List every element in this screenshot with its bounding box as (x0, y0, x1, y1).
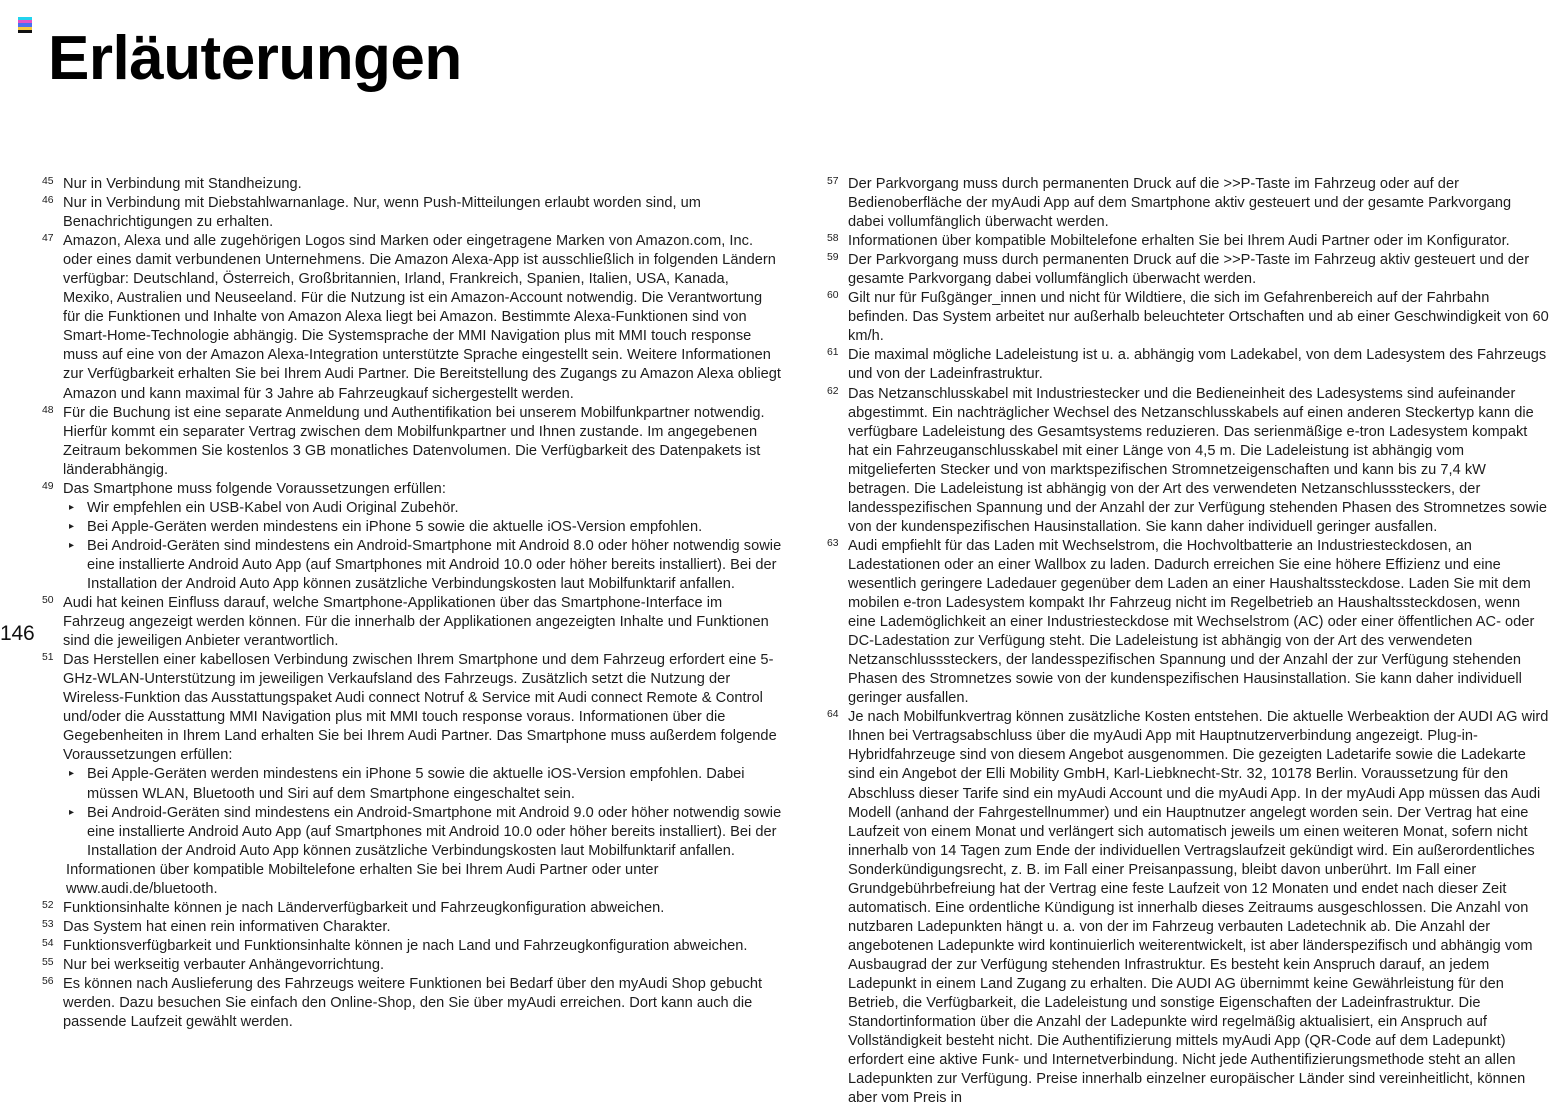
footnote-item (827, 346, 1550, 384)
footnote-item (827, 175, 1550, 232)
footnote-text: Audi hat keinen Einfluss darauf, welche Smartphone-Applikationen über das Smartphone-Interface im Fahrzeug angezeigt werden können. Für die innerhalb der Applikationen angezeigten Inhalte und Funktionen sind die jeweiligen Anbieter verantwortlich. (63, 595, 769, 650)
footnote-number: 63 (827, 537, 839, 549)
footnote-item (827, 289, 1550, 346)
footnote-bullet-list (63, 499, 782, 594)
footnote-number: 46 (42, 195, 54, 207)
footnote-number: 60 (827, 290, 839, 302)
footnote-number: 59 (827, 252, 839, 264)
footnote-text: Funktionsinhalte können je nach Länderverfügbarkeit und Fahrzeugkonfiguration abweichen. (63, 899, 665, 916)
footnote-continuation-text: Informationen über kompatible Mobiltelefone erhalten Sie bei Ihrem Audi Partner oder unter www.audi.de/bluetooth. (66, 861, 659, 897)
footnote-bullet-item (67, 537, 782, 594)
footnote-number: 62 (827, 385, 839, 397)
footnote-number: 52 (42, 899, 54, 911)
footnote-item (42, 194, 782, 232)
footnote-bullet-text: Wir empfehlen ein USB-Kabel von Audi Original Zubehör. (87, 499, 459, 516)
footnote-text: Für die Buchung ist eine separate Anmeldung und Authentifikation bei unserem Mobilfunkpartner notwendig. Hierfür kommt ein separater Vertrag zwischen dem Mobilfunkpartner und Ihnen zustande. Im angegebenen Zeitraum bekommen Sie kostenlos 3 GB monatliches Datenvolumen. Die Verfügbarkeit des Datenpakets ist länderabhängig. (63, 404, 765, 478)
footnote-item (42, 918, 782, 937)
footnote-text: Das Smartphone muss folgende Voraussetzungen erfüllen: (63, 480, 446, 497)
footnote-bullet-item (67, 765, 782, 803)
page-number: 146 (0, 622, 35, 645)
footnote-text: Es können nach Auslieferung des Fahrzeugs weitere Funktionen bei Bedarf über den myAudi Shop gebucht werden. Dazu besuchen Sie einfach den Online-Shop, den Sie über myAudi erreichen. Dort kann auch die passende Laufzeit gewählt werden. (63, 975, 763, 1031)
footnote-item (42, 175, 782, 194)
footnote-item (42, 937, 782, 956)
footnote-number: 56 (42, 975, 54, 987)
footnote-number: 49 (42, 480, 54, 492)
triangle-bullet-icon: ▸ (69, 806, 75, 818)
footnote-bullet-item (67, 518, 782, 537)
footnote-item (42, 899, 782, 918)
cmyk-registration-mark-icon (18, 17, 32, 33)
reg-mark-black-band (18, 30, 32, 33)
footnote-text: Nur in Verbindung mit Diebstahlwarnanlage. Nur, wenn Push-Mitteilungen erlaubt worden sind, um Benachrichtigungen zu erhalten. (63, 195, 701, 231)
footnote-text: Der Parkvorgang muss durch permanenten Druck auf die >>P-Taste im Fahrzeug oder auf der Bedienoberfläche der myAudi App auf dem Smartphone aktiv gesteuert und der gesamte Parkvorgang dabei vollumfänglich überwacht werden. (848, 176, 1512, 231)
footnote-text: Amazon, Alexa und alle zugehörigen Logos sind Marken oder eingetragene Marken von Amazon.com, Inc. oder eines damit verbundenen Unternehmens. Die Amazon Alexa-App ist ausschließlich in folgenden Ländern verfügbar: Deutschland, Österreich, Großbritannien, Irland, Frankreich, Spanien, Italien, USA, Kanada, Mexiko, Australien und Neuseeland. Für die Nutzung ist ein Amazon-Account notwendig. Die Verantwortung für die Funktionen und Inhalte von Amazon Alexa liegt bei Amazon. Bestimmte Alexa-Funktionen sind von Smart-Home-Technologie abhängig. Die Systemsprache der MMI Navigation plus mit MMI touch response muss auf eine von der Amazon Alexa-Integration unterstützte Sprache eingestellt sein. Weitere Informationen zur Verfügbarkeit erhalten Sie bei Ihrem Audi Partner. Die Bereitstellung des Zugangs zu Amazon Alexa obliegt Amazon und kann maximal für 3 Jahre ab Fahrzeugkauf sichergestellt werden. (63, 233, 781, 402)
footnote-bullet-text: Bei Android-Geräten sind mindestens ein Android-Smartphone mit Android 9.0 oder höher notwendig sowie eine installierte Android Auto App (auf Smartphones mit Android 10.0 oder höher bereits installiert). Bei der Installation der Android Auto App können zusätzliche Verbindungskosten laut Mobilfunktarif anfallen. (87, 804, 782, 859)
footnote-item (42, 594, 782, 651)
footnote-number: 47 (42, 233, 54, 245)
footnote-item (827, 385, 1550, 537)
footnote-item (42, 480, 782, 594)
footnote-number: 64 (827, 709, 839, 721)
footnote-bullet-text: Bei Apple-Geräten werden mindestens ein iPhone 5 sowie die aktuelle iOS-Version empfohlen. (87, 518, 703, 535)
footnote-item (827, 537, 1550, 708)
footnote-bullet-text: Bei Android-Geräten sind mindestens ein Android-Smartphone mit Android 8.0 oder höher notwendig sowie eine installierte Android Auto App (auf Smartphones mit Android 10.0 oder höher bereits installiert). Bei der Installation der Android Auto App können zusätzliche Verbindungskosten laut Mobilfunktarif anfallen. (87, 537, 782, 592)
footnote-text: Das System hat einen rein informativen Charakter. (63, 918, 391, 935)
footnote-number: 53 (42, 918, 54, 930)
footnote-bullet-item (67, 499, 782, 518)
triangle-bullet-icon: ▸ (69, 539, 75, 551)
footnote-number: 61 (827, 347, 839, 359)
footnote-item (42, 404, 782, 480)
triangle-bullet-icon: ▸ (69, 501, 75, 513)
footnote-item (42, 975, 782, 1032)
footnote-bullet-item (67, 804, 782, 861)
footnote-text: Der Parkvorgang muss durch permanenten Druck auf die >>P-Taste im Fahrzeug aktiv gesteuert und der gesamte Parkvorgang dabei vollumfänglich überwacht werden. (848, 252, 1530, 288)
triangle-bullet-icon: ▸ (69, 520, 75, 532)
footnote-bullet-text: Bei Apple-Geräten werden mindestens ein iPhone 5 sowie die aktuelle iOS-Version empfohlen. Dabei müssen WLAN, Bluetooth und Siri auf dem Smartphone eingeschaltet sein. (87, 766, 745, 802)
triangle-bullet-icon: ▸ (69, 768, 75, 780)
footnote-text: Die maximal mögliche Ladeleistung ist u. a. abhängig vom Ladekabel, von dem Ladesystem des Fahrzeugs und von der Ladeinfrastruktur. (848, 347, 1547, 383)
page-header (0, 0, 1550, 93)
page-title: Erläuterungen (48, 23, 462, 93)
footnote-text: Je nach Mobilfunkvertrag können zusätzliche Kosten entstehen. Die aktuelle Werbeaktion der AUDI AG wird Ihnen bei Vertragsabschluss über die myAudi App mit Hauptnutzerverbindung angezeigt. Plug-in-Hybridfahrzeuge sind von diesem Angebot ausgenommen. Die gezeigten Ladetarife sowie die Ladekarte sind ein Angebot der Elli Mobility GmbH, Karl-Liebknecht-Str. 32, 10178 Berlin. Voraussetzung für den Abschluss dieser Tarife sind ein myAudi Account und die myAudi App. In der myAudi App müssen das Audi Modell (anhand der Fahrgestellnummer) und ein Hauptnutzer angelegt worden sein. Der Vertrag hat eine Laufzeit von einem Monat und verlängert sich automatisch jeweils um einen weiteren Monat, sofern nicht innerhalb von 14 Tagen zum Ende der individuellen Vertragslaufzeit gekündigt wird. Ein außerordentliches Sonderkündigungsrecht, z. B. im Fall einer Preisanpassung, bleibt davon unberührt. Im Fall einer Grundgebührbefreiung hat der Vertrag eine feste Laufzeit von 12 Monaten und endet nach dieser Zeit automatisch. Eine ordentliche Kündigung ist innerhalb dieses Zeitraums ausgeschlossen. Die Anzahl von nutzbaren Ladepunkten hängt u. a. von der im Fahrzeug verbauten Ladetechnik ab. Die Anzahl der angebotenen Ladepunkte wird kontinuierlich weiterentwickelt, ist aber länderspezifisch und abhängig vom Ausbaugrad der zur Verfügung stehenden Infrastruktur. Es besteht kein Anspruch darauf, an jedem Ladepunkt in einem Land Zugang zu erhalten. Die AUDI AG übernimmt keine Gewährleistung für den Betrieb, die Verfügbarkeit, die Ladeleistung und sonstige Eigenschaften der Ladeinfrastruktur. Die Standortinformation über die Anzahl der Ladepunkte wird regelmäßig aktualisiert, ein Anspruch auf Vollständigkeit besteht nicht. Die Authentifizierung mittels myAudi App (QR-Code auf dem Ladepunkt) erfordert eine aktive Funk- und Internetverbindung. Nicht jede Authentifizierungsmethode steht an allen Ladepunkten zur Verfügung. Preise innerhalb einzelner europäischer Länder sind vereinheitlicht, können aber vom Preis in (848, 709, 1549, 1107)
footnote-item (827, 708, 1550, 1108)
footnote-column-left (42, 175, 782, 1032)
footnote-item (42, 956, 782, 975)
footnote-columns (0, 175, 1550, 1107)
footnote-number: 50 (42, 595, 54, 607)
footnote-text: Das Netzanschlusskabel mit Industriestecker und die Bedieneinheit des Ladesystems sind aufeinander abgestimmt. Ein nachträglicher Wechsel des Netzanschlusskabels auf einen anderen Steckertyp kann die verfügbare Ladeleistung des Gesamtsystems reduzieren. Das serienmäßige e-tron Ladesystem kompakt hat ein Fahrzeuganschlusskabel mit einer Länge von 4,5 m. Die Ladeleistung ist abhängig vom mitgelieferten Stecker und von marktspezifischen Stromnetzeigenschaften und kann bis zu 7,4 kW betragen. Die Ladeleistung ist abhängig von der Art des verwendeten Netzanschlusssteckers, der landesspezifischen Spannung und der Anzahl der zur Verfügung stehenden Phasen des Stromnetzes sowie von der kundenspezifischen Hausinstallation. Sie kann daher individuell geringer ausfallen. (848, 385, 1548, 535)
footnote-text: Gilt nur für Fußgänger_innen und nicht für Wildtiere, die sich im Gefahrenbereich auf der Fahrbahn befinden. Das System arbeitet nur außerhalb beleuchteter Ortschaften und ab einer Geschwindigkeit von 60 km/h. (848, 290, 1549, 345)
footnote-text: Funktionsverfügbarkeit und Funktionsinhalte können je nach Land und Fahrzeugkonfiguration abweichen. (63, 937, 748, 954)
footnote-text: Informationen über kompatible Mobiltelefone erhalten Sie bei Ihrem Audi Partner oder im Konfigurator. (848, 233, 1510, 250)
footnote-item (827, 232, 1550, 251)
footnote-item (42, 651, 782, 899)
footnote-number: 48 (42, 404, 54, 416)
footnote-item (42, 232, 782, 403)
footnote-text: Audi empfiehlt für das Laden mit Wechselstrom, die Hochvoltbatterie an Industriesteckdosen, an Ladestationen oder an einer Wallbox zu laden. Dadurch erreichen Sie eine höhere Effizienz und eine wesentlich geringere Ladedauer gegenüber dem Laden an einer Haushaltssteckdose. Laden Sie mit dem mobilen e-tron Ladesystem kompakt Ihr Fahrzeug nicht im Regelbetrieb an Haushaltssteckdosen, wenn eine Lademöglichkeit an einer Industriesteckdose mit Wechselstrom (AC) oder einer öffentlichen AC- oder DC-Ladestation zur Verfügung steht. Die Ladeleistung ist abhängig von der Art des verwendeten Netzanschlusssteckers, der landesspezifischen Spannung und der Anzahl der zur Verfügung stehenden Phasen des Stromnetzes sowie von der kundenspezifischen Hausinstallation. Sie kann daher individuell geringer ausfallen. (848, 537, 1535, 707)
footnote-number: 57 (827, 176, 839, 187)
footnote-text: Nur in Verbindung mit Standheizung. (63, 176, 302, 192)
footnote-text: Nur bei werkseitig verbauter Anhängevorrichtung. (63, 956, 385, 973)
footnote-number: 51 (42, 652, 54, 664)
footnote-number: 54 (42, 937, 54, 949)
footnote-item (827, 251, 1550, 289)
footnote-text: Das Herstellen einer kabellosen Verbindung zwischen Ihrem Smartphone und dem Fahrzeug erfordert eine 5-GHz-WLAN-Unterstützung im jeweiligen Verkaufsland des Fahrzeugs. Zusätzlich setzt die Nutzung der Wireless-Funktion das Ausstattungspaket Audi connect Notruf & Service mit Audi connect Remote & Control und/oder die Ausstattung MMI Navigation plus mit MMI touch response voraus. Informationen über die Gegebenheiten in Ihrem Land erhalten Sie bei Ihrem Audi Partner. Das Smartphone muss außerdem folgende Voraussetzungen erfüllen: (63, 652, 777, 764)
footnote-number: 45 (42, 176, 54, 187)
footnote-number: 55 (42, 956, 54, 968)
footnote-bullet-list (63, 765, 782, 860)
footnote-column-right (827, 175, 1550, 1108)
footnote-number: 58 (827, 233, 839, 245)
